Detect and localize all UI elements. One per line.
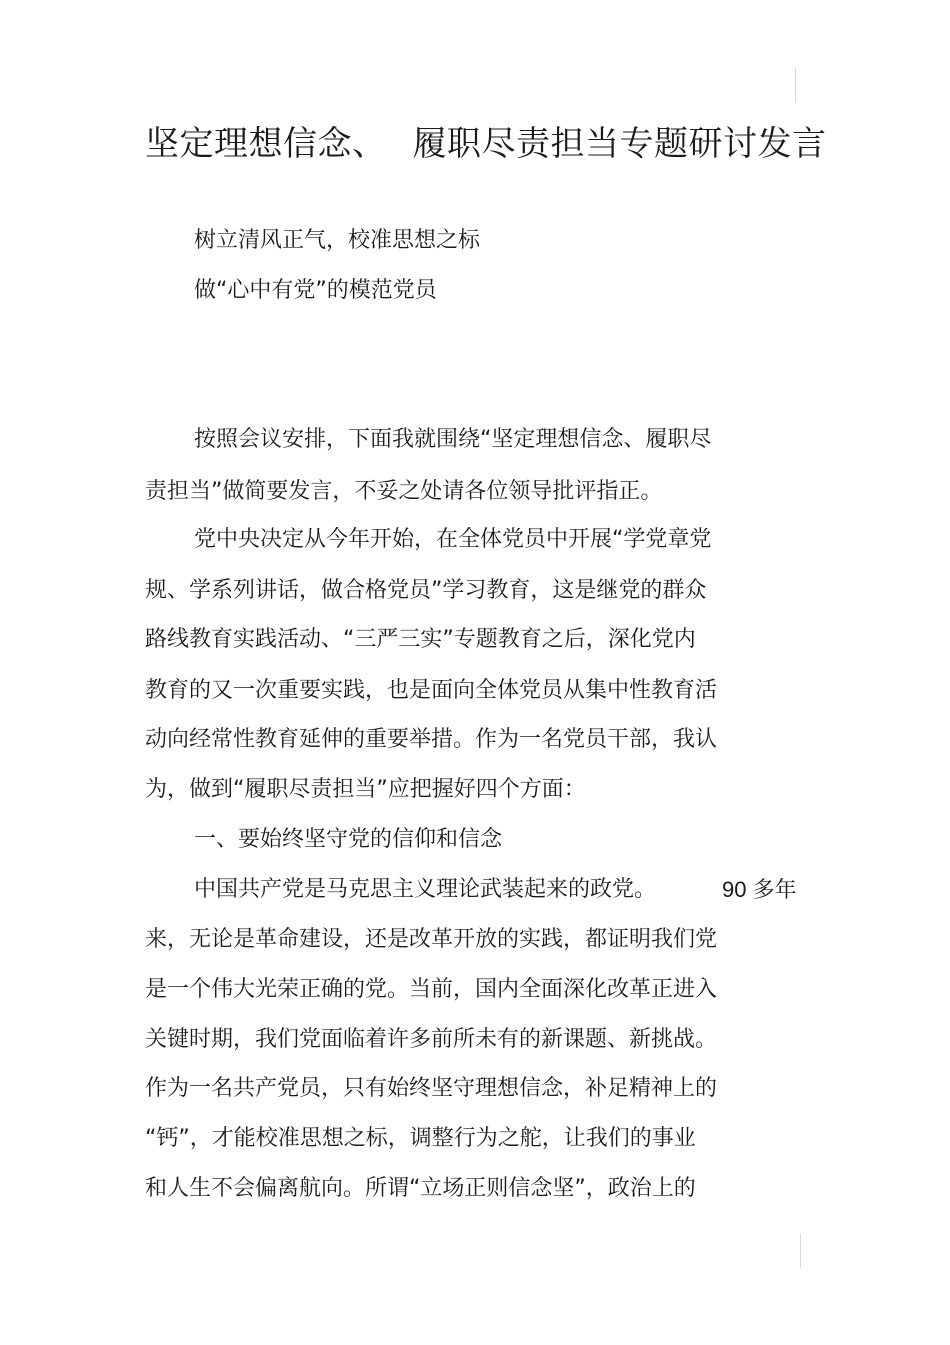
body-line: 规、学系列讲话，做合格党员”学习教育，这是继党的群众 [145,578,707,603]
body-line: 中国共产党是马克思主义理论武装起来的政党。 [194,877,657,902]
years-text: 90 多年 [722,877,797,902]
section-heading-1: 一、要始终坚守党的信仰和信念 [194,827,503,852]
body-line: 和人生不会偏离航向。所谓“立场正则信念坚”，政治上的 [145,1176,696,1201]
title-part-1: 坚定理想信念、 [145,124,387,164]
document-title [145,120,827,168]
title-part-2: 履职尽责担当专题研讨发言 [412,124,827,164]
page-edge-mark-bottom [800,1234,801,1268]
body-line: 是一个伟大光荣正确的党。当前，国内全面深化改革正进入 [145,977,718,1002]
body-line: 责担当”做简要发言，不妥之处请各位领导批评指正。 [145,479,663,504]
subtitle-line-1: 树立清风正气，校准思想之标 [194,228,481,253]
body-line: 党中央决定从今年开始，在全体党员中开展“学党章党 [194,527,712,552]
body-line: 为，做到“履职尽责担当”应把握好四个方面： [145,777,586,802]
body-line: 来，无论是革命建设，还是改革开放的实践，都证明我们党 [145,927,718,952]
body-line: 按照会议安排，下面我就围绕“坚定理想信念、履职尽 [194,427,712,452]
body-line: 路线教育实践活动、“三严三实”专题教育之后，深化党内 [145,627,696,652]
body-line: 动向经常性教育延伸的重要举措。作为一名党员干部，我认 [145,727,718,752]
body-line: 教育的又一次重要实践，也是面向全体党员从集中性教育活 [145,678,718,703]
body-line: 作为一名共产党员，只有始终坚守理想信念，补足精神上的 [145,1076,718,1101]
body-line: 关键时期，我们党面临着许多前所未有的新课题、新挑战。 [145,1027,718,1052]
page-edge-mark-top [795,68,796,102]
body-line: “钙”，才能校准思想之标，调整行为之舵，让我们的事业 [145,1126,696,1151]
subtitle-line-2: 做“心中有党”的模范党员 [194,278,437,303]
